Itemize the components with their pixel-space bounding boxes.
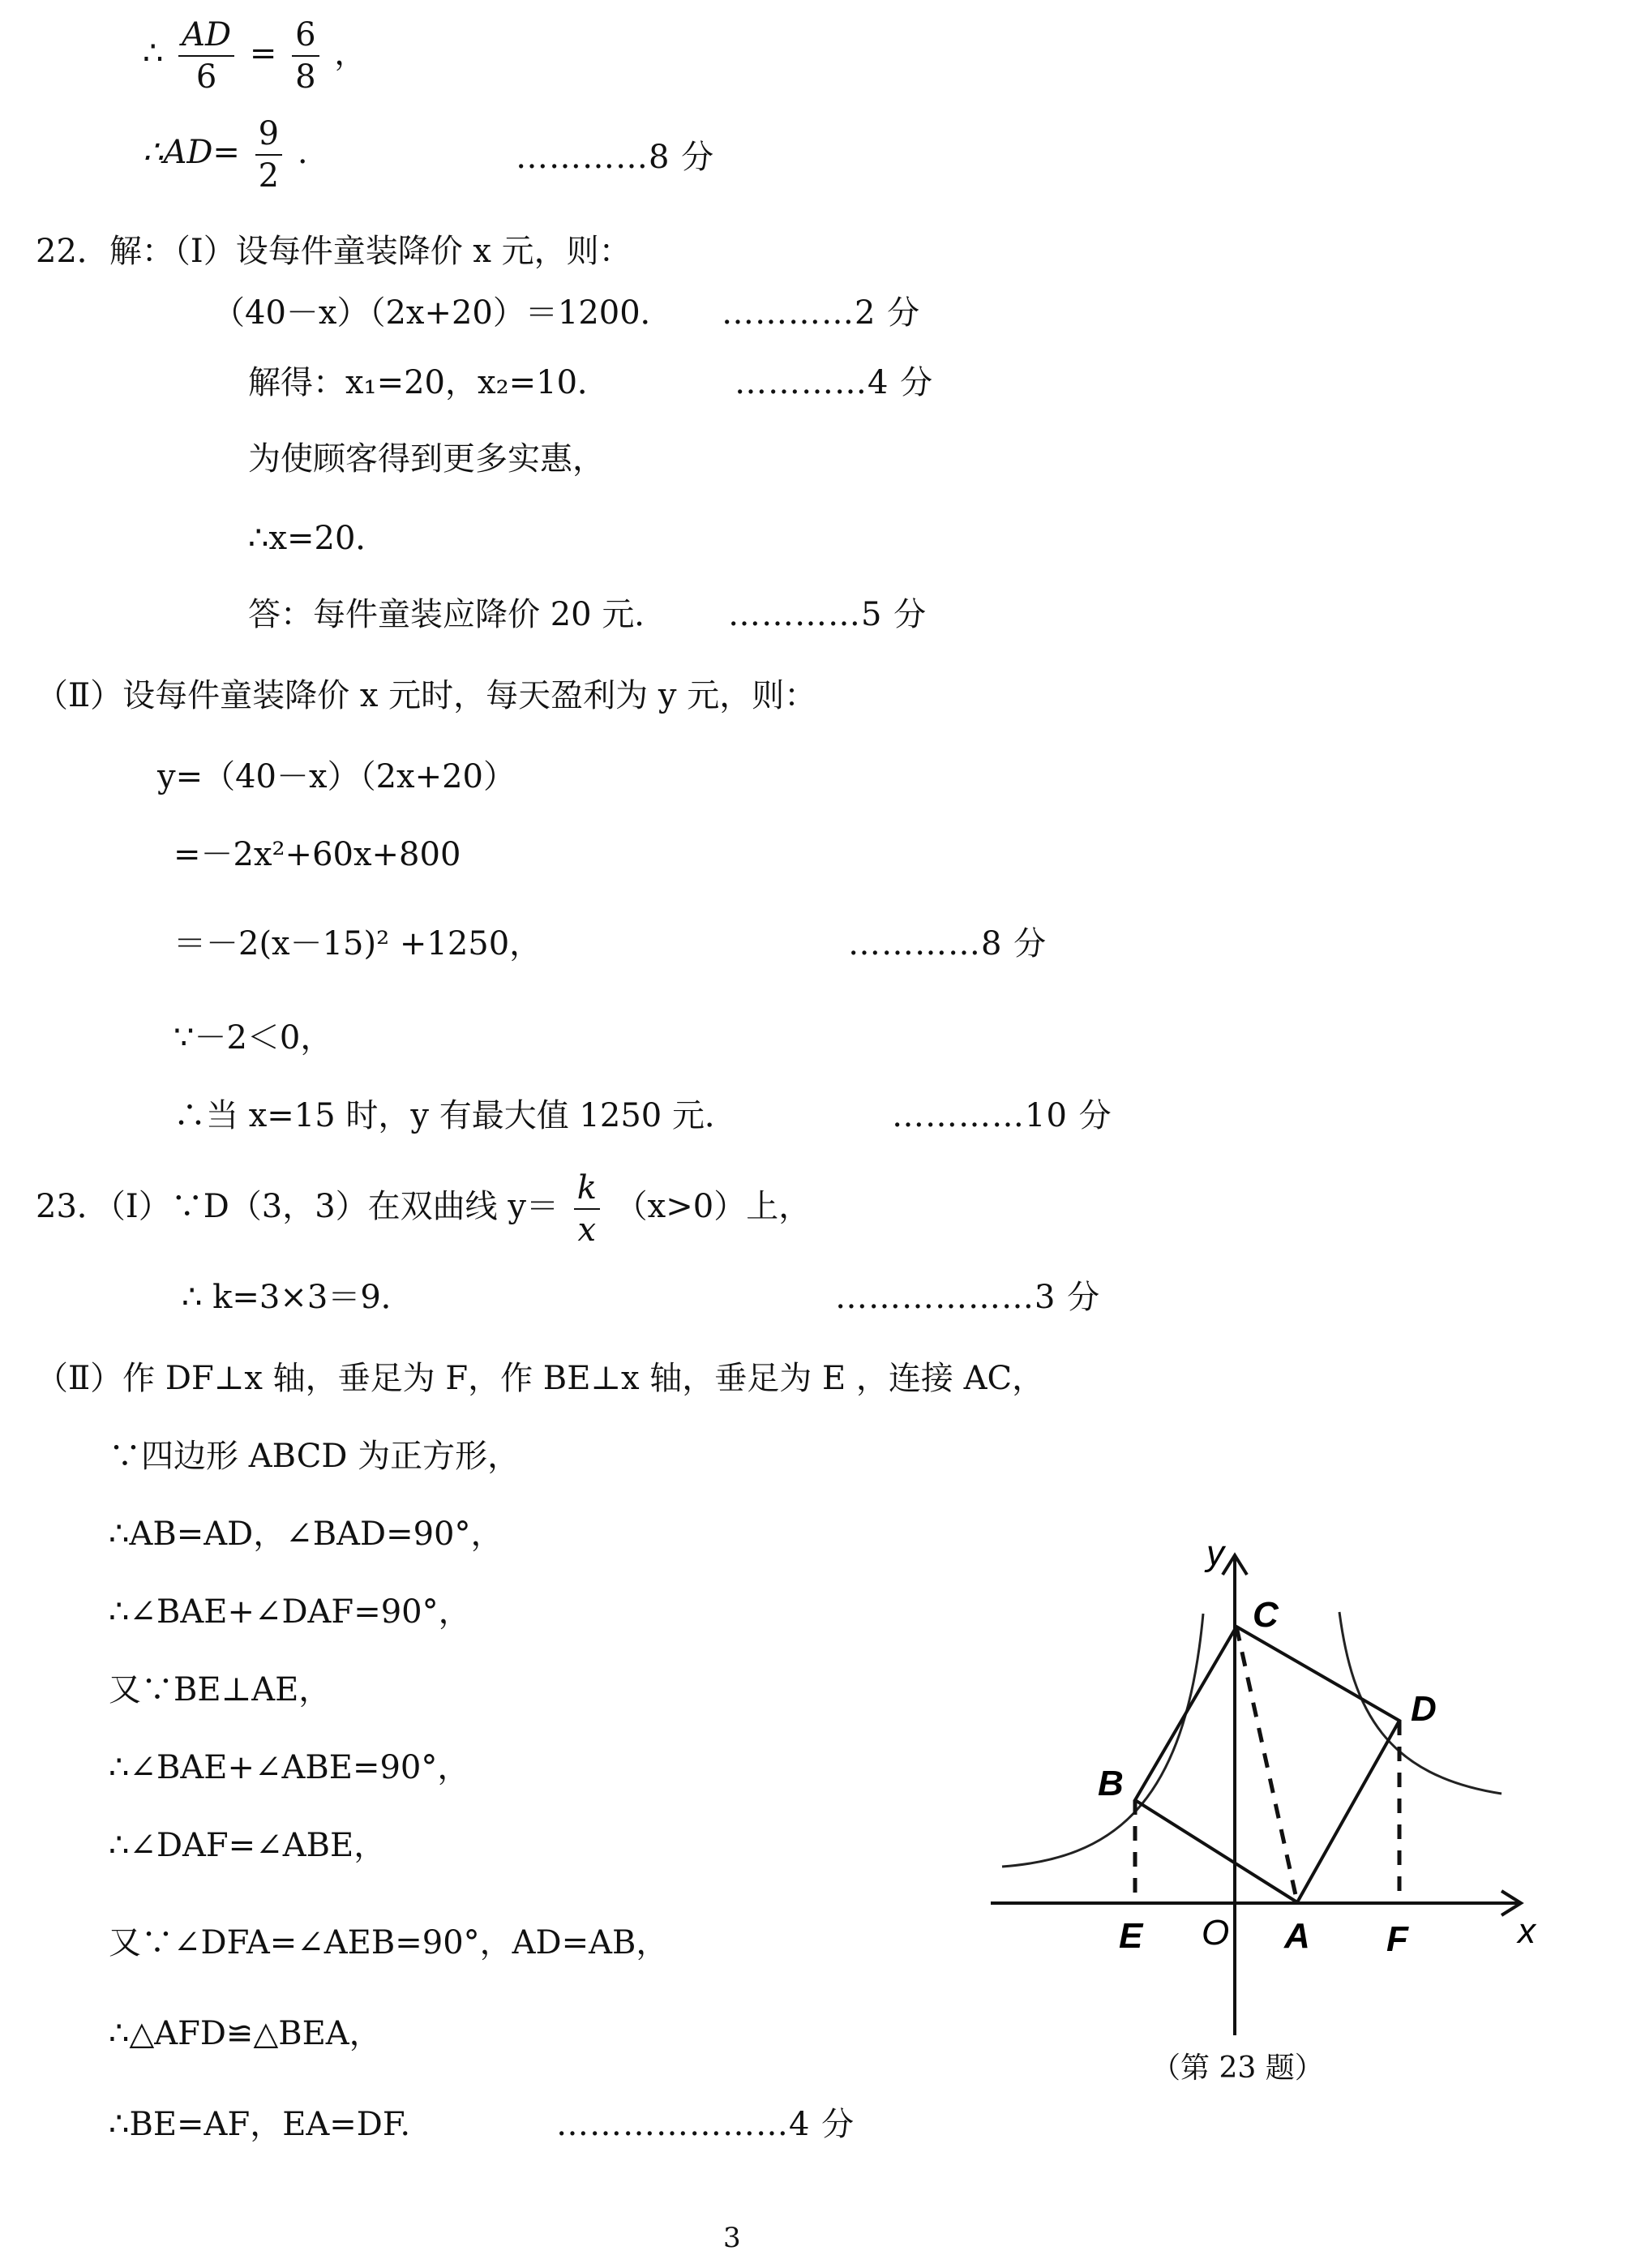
- proof-line-ratio: [143, 15, 366, 97]
- fraction-ad-over-6: [178, 15, 234, 97]
- q22-equation: （40－x）（2x+20）＝1200．: [212, 294, 673, 332]
- label-y: y: [1206, 1541, 1224, 1573]
- period: .: [297, 134, 308, 171]
- q23-step-6: ∴∠DAF=∠ABE，: [109, 1827, 387, 1864]
- q22-negative-coefficient: ∵－2＜0，: [174, 1019, 333, 1057]
- q22-score-8: …………8 分: [848, 925, 1047, 963]
- q22-y-vertex-form: ＝－2(x－15)² +1250，: [174, 925, 542, 963]
- q22-score-2: …………2 分: [722, 294, 921, 332]
- fraction-9-over-2: [255, 114, 282, 196]
- q23-step-5: ∴∠BAE+∠ABE=90°，: [109, 1749, 470, 1786]
- q23-part2-header: （Ⅱ）作 DF⊥x 轴，垂足为 F，作 BE⊥x 轴，垂足为 E ，连接 AC，: [36, 1360, 1045, 1397]
- q23-step-7: 又∵∠DFA=∠AEB=90°，AD=AB，: [109, 1924, 669, 1961]
- q23-header-start: 23．（Ⅰ）∵D（3，3）在双曲线 y＝: [36, 1188, 559, 1225]
- label-b: B: [1098, 1764, 1124, 1803]
- label-f: F: [1386, 1919, 1408, 1959]
- ad-prefix: ∴AD=: [143, 134, 240, 171]
- q22-solution: 解得：x₁=20，x₂=10．: [248, 364, 610, 401]
- figure-caption: （第 23 题）: [1151, 2051, 1324, 2085]
- fraction-numerator: 6: [292, 15, 319, 57]
- label-d: D: [1411, 1689, 1437, 1729]
- fraction-numerator: AD: [178, 15, 234, 57]
- q23-score-3: ………………3 分: [835, 1279, 1101, 1316]
- q23-step-2: ∴AB=AD，∠BAD=90°，: [109, 1516, 503, 1553]
- q23-step-1: ∵四边形 ABCD 为正方形，: [109, 1438, 521, 1475]
- fraction-denominator: 2: [258, 157, 280, 195]
- q22-score-10: …………10 分: [892, 1097, 1112, 1134]
- q22-header: 22．解：（Ⅰ）设每件童装降价 x 元，则：: [36, 233, 632, 270]
- comma: ，: [334, 35, 367, 72]
- score-8: …………8 分: [516, 139, 715, 176]
- therefore-symbol: ∴: [143, 35, 164, 72]
- label-x: x: [1518, 1911, 1536, 1951]
- q23-step-8: ∴△AFD≌△BEA，: [109, 2015, 382, 2052]
- fraction-denominator: 6: [195, 58, 217, 96]
- q23-step-4: 又∵BE⊥AE，: [109, 1671, 332, 1709]
- fraction-numerator: k: [574, 1168, 600, 1210]
- q23-k-value: ∴ k=3×3＝9．: [182, 1279, 413, 1316]
- fraction-6-over-8: [292, 15, 319, 97]
- q23-figure: [989, 1541, 1540, 2043]
- label-e: E: [1119, 1916, 1143, 1956]
- fraction-k-over-x: [574, 1168, 600, 1250]
- label-c: C: [1253, 1595, 1279, 1635]
- q22-x-value: ∴x=20．: [248, 520, 388, 557]
- fraction-numerator: 9: [255, 114, 282, 156]
- fraction-denominator: x: [577, 1211, 597, 1249]
- page-number: 3: [723, 2222, 741, 2254]
- q22-y-expression: y=（40－x）（2x+20）: [157, 758, 516, 795]
- q23-step-3: ∴∠BAE+∠DAF=90°，: [109, 1593, 471, 1631]
- q22-part2-header: （Ⅱ）设每件童装降价 x 元时，每天盈利为 y 元，则：: [36, 677, 817, 714]
- dashed-line-ac: [1236, 1627, 1297, 1902]
- proof-line-ad-value: [143, 114, 308, 196]
- fraction-denominator: 8: [295, 58, 316, 96]
- q22-reason: 为使顾客得到更多实惠，: [248, 440, 605, 478]
- q23-header-end: （x>0）上，: [615, 1188, 812, 1225]
- q22-y-expanded: =－2x²+60x+800: [174, 836, 461, 873]
- q22-score-5: …………5 分: [728, 596, 928, 633]
- q23-score-4: …………………4 分: [556, 2106, 855, 2143]
- label-a: A: [1284, 1916, 1310, 1956]
- q22-score-4: …………4 分: [735, 364, 934, 401]
- q23-step-9: ∴BE=AF，EA=DF.: [109, 2106, 411, 2143]
- hyperbola-left-branch: [1002, 1614, 1203, 1867]
- label-o: O: [1202, 1913, 1230, 1953]
- q22-maximum: ∴当 x=15 时，y 有最大值 1250 元．: [174, 1097, 737, 1134]
- q23-header: [36, 1168, 811, 1250]
- q22-answer: 答：每件童装应降价 20 元．: [248, 596, 667, 633]
- equals-sign: =: [249, 35, 277, 72]
